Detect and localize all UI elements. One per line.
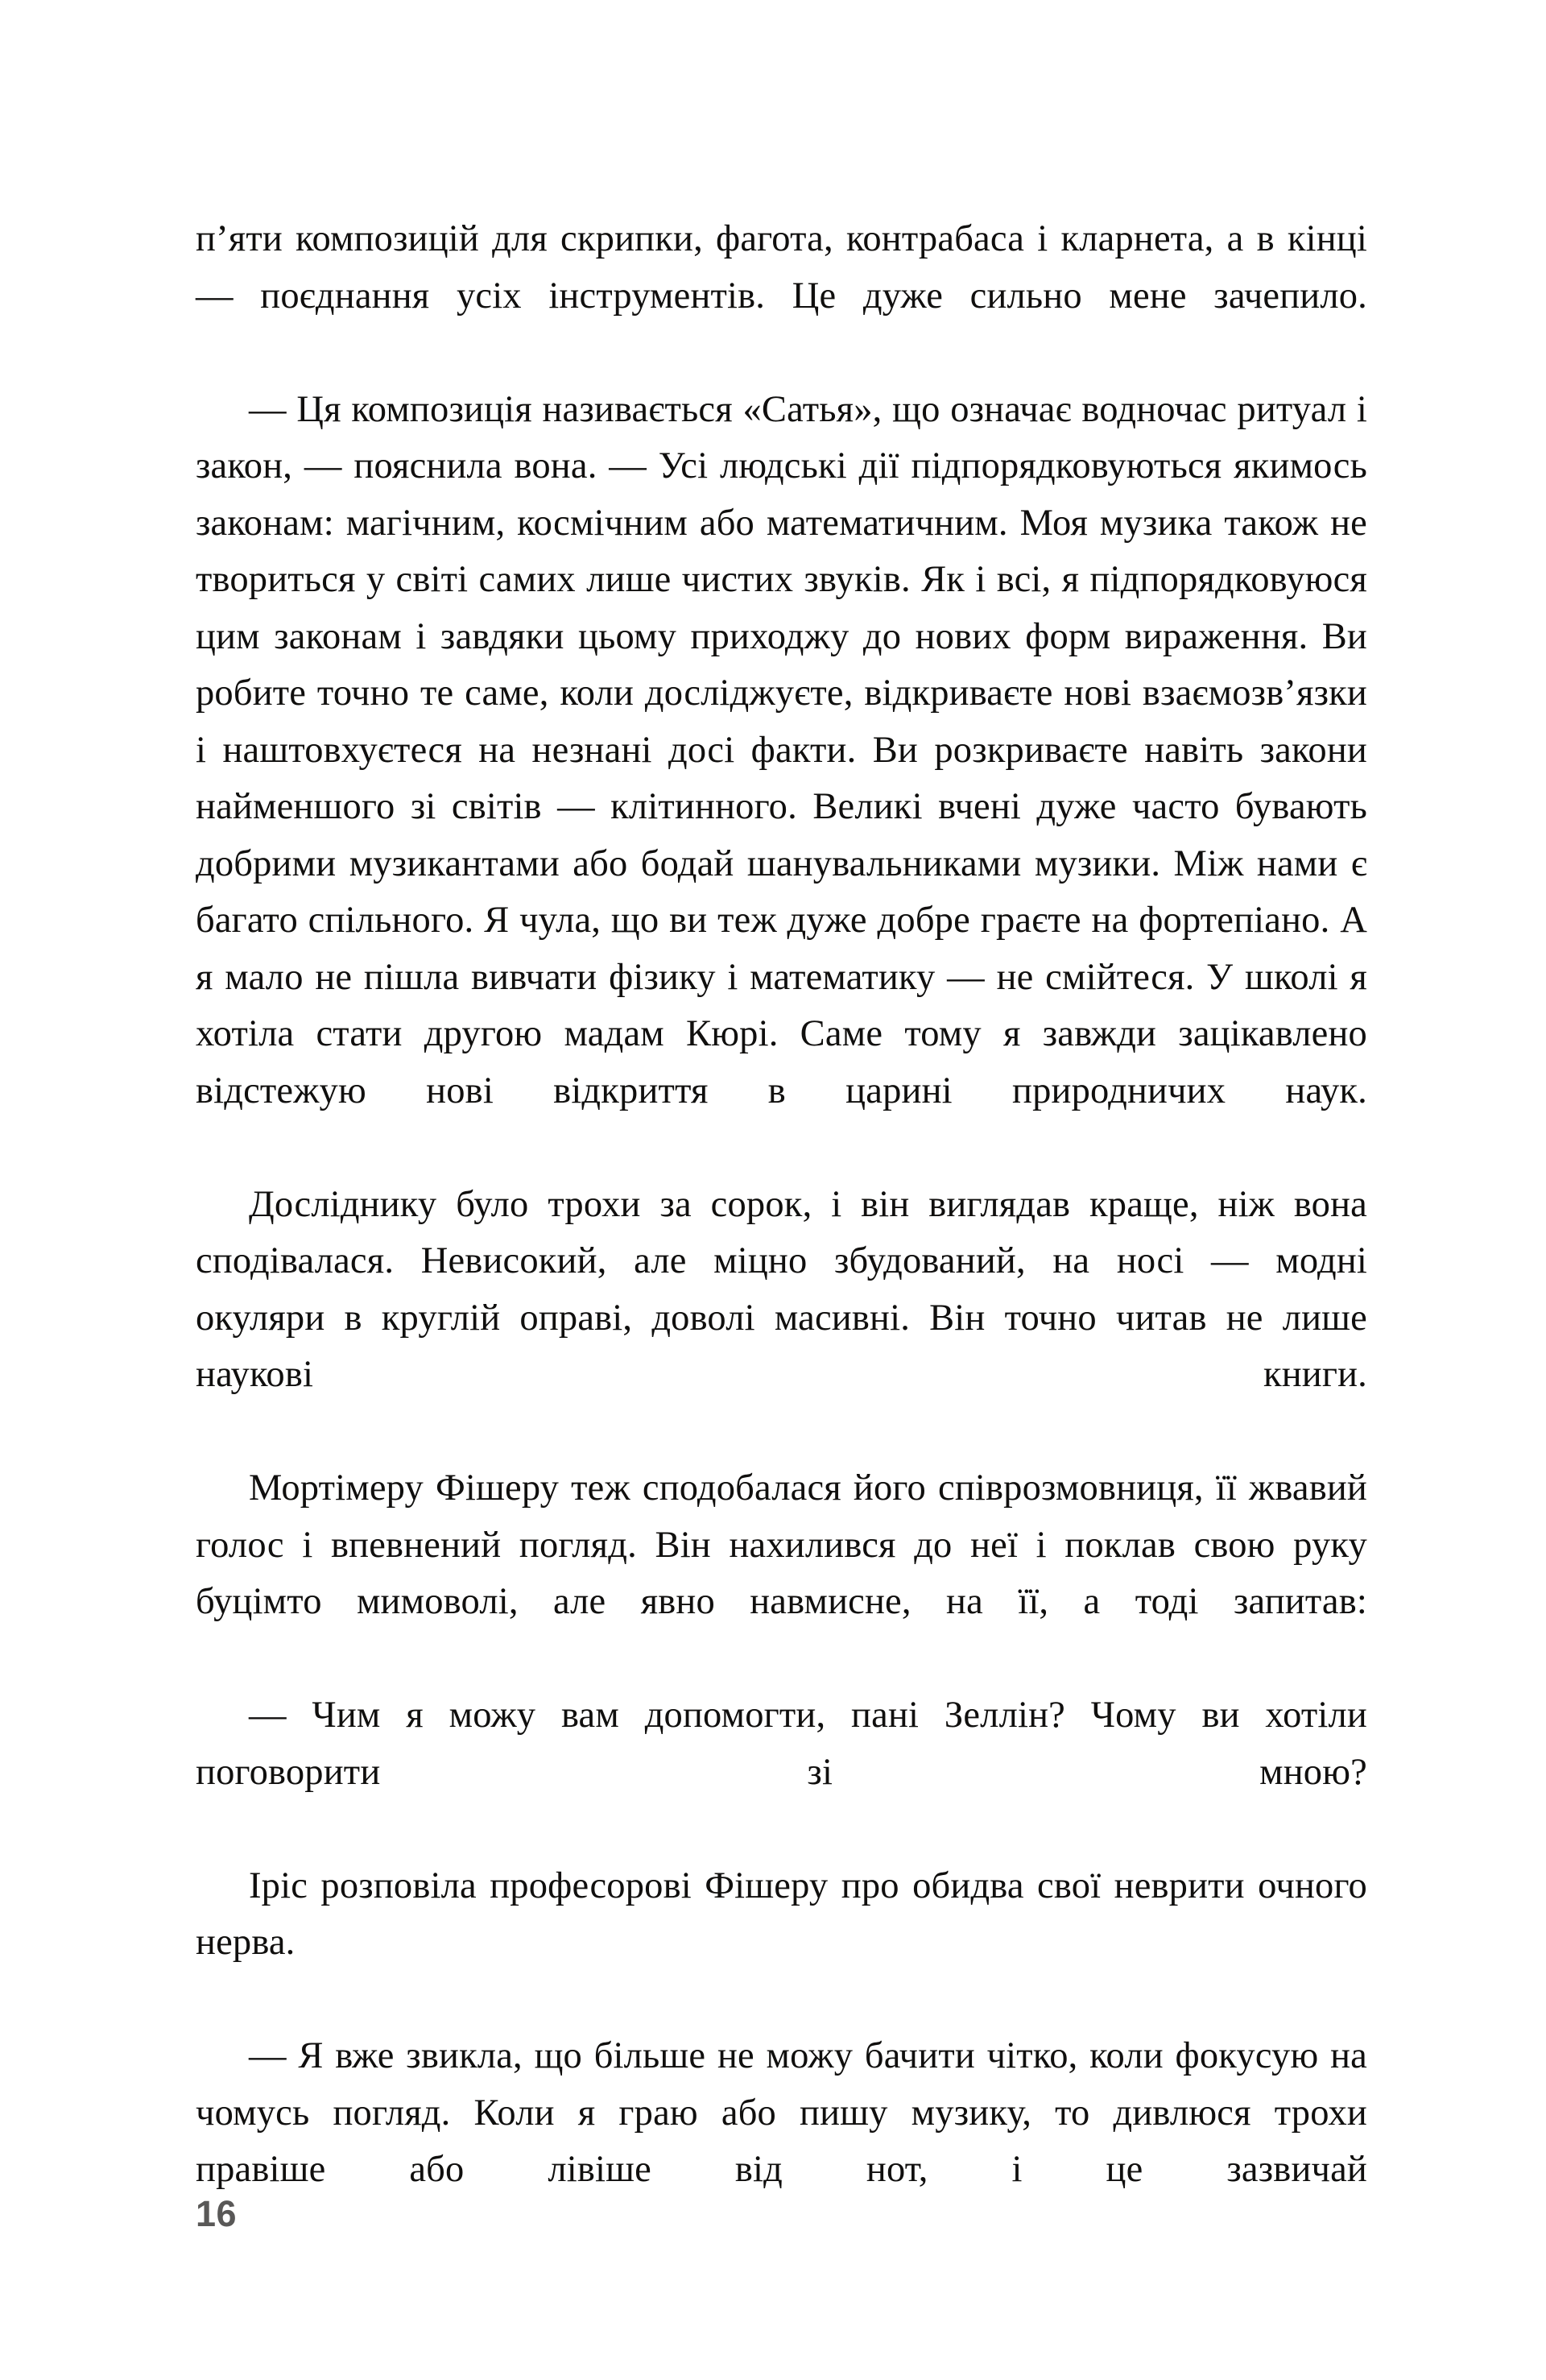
paragraph: Мортімеру Фішеру теж сподобалася його співрозмовниця, її жвавий голос і впевнений погляд. Він нахилився до неї і поклав свою руку буцімто мимоволі, але явно навмисне, на її, а тоді запитав:: [196, 1467, 1367, 1622]
paragraph: п’яти композицій для скрипки, фагота, контрабаса і кларнета, а в кінці — поєднання усіх інструментів. Це дуже сильно мене зачепило.: [196, 218, 1367, 317]
paragraph: — Чим я можу вам допомогти, пані Зеллін? Чому ви хотіли поговорити зі мною?: [196, 1695, 1367, 1793]
paragraph: — Я вже звикла, що більше не можу бачити чітко, коли фокусую на чомусь погляд. Коли я граю або пишу музику, то дивлюся трохи правіше або лівіше від нот, і це зазвичай: [196, 2035, 1367, 2190]
page-number: 16: [196, 2193, 237, 2234]
paragraph: Іріс розповіла професорові Фішеру про обидва свої неврити очного нерва.: [196, 1865, 1367, 1963]
body-text-block: [196, 211, 1367, 2255]
paragraph: — Ця композиція називається «Сатья», що означає водночас ритуал і закон, — пояснила вона. — Усі людські дії підпорядковуються якимось законам: магічним, космічним або математичним. Моя музика також не твориться у світі самих лише чистих звуків. Як і всі, я підпорядковуюся цим законам і завдяки цьому приходжу до нових форм вираження. Ви робите точно те саме, коли досліджуєте, відкриваєте нові взаємозв’язки і наштовхуєтеся на незнані досі факти. Ви розкриваєте навіть закони найменшого зі світів — клітинного. Великі вчені дуже часто бувають добрими музикантами або бодай шанувальниками музики. Між нами є багато спільного. Я чула, що ви теж дуже добре граєте на фортепіано. А я мало не пішла вивчати фізику і математику — не смійтеся. У школі я хотіла стати другою мадам Кюрі. Саме тому я завжди зацікавлено відстежую нові відкриття в царині природничих наук.: [196, 388, 1367, 1111]
paragraph: Досліднику було трохи за сорок, і він виглядав краще, ніж вона сподівалася. Невисокий, але міцно збудований, на носі — модні окуляри в круглій оправі, доволі масивні. Він точно читав не лише наукові книги.: [196, 1183, 1367, 1395]
